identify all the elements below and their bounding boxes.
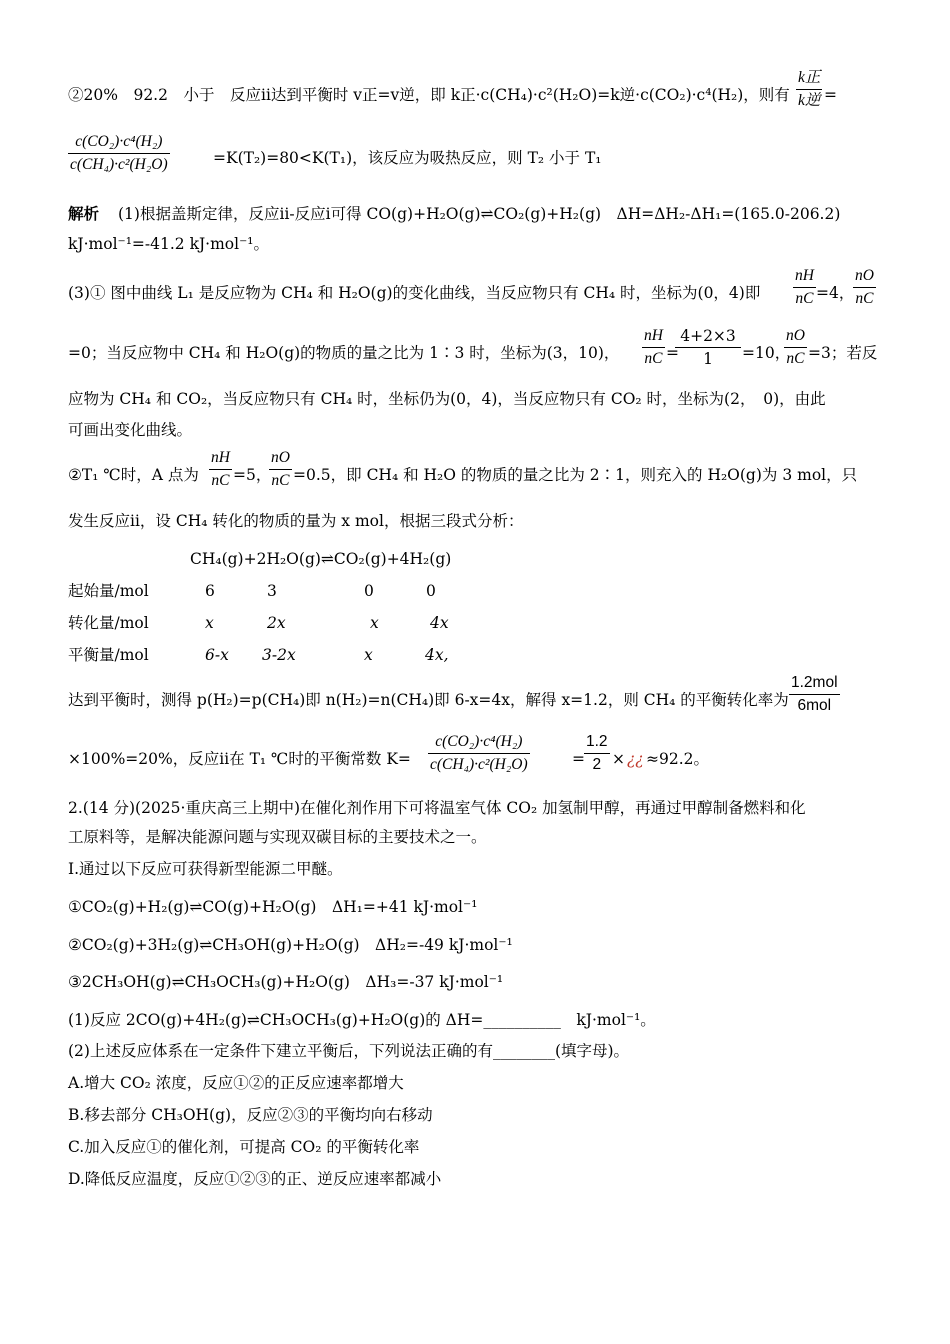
fraction-denominator: nC [795,290,814,307]
fraction-denominator: 6mol [797,697,832,714]
reaction-equation: ①CO₂(g)+H₂(g)⇌CO(g)+H₂O(g) ΔH₁=+41 kJ·mol⁻¹ [68,898,478,916]
analysis-text: 可画出变化曲线。 [68,421,193,439]
equilibrium-constant-fraction [68,132,170,175]
ratio-fraction [784,326,807,369]
table-cell: 3-2x [262,646,296,664]
fraction-denominator: 1 [703,350,713,368]
answer-text: = [824,86,837,104]
option-item: A.增大 CO₂ 浓度，反应①②的正反应速率都增大 [68,1074,404,1092]
analysis-text: 达到平衡时，测得 p(H₂)=p(CH₄)即 n(H₂)=n(CH₄)即 6-x=4x，解得 x=1.2，则 CH₄ 的平衡转化率为 [68,691,789,709]
question-item: (1)反应 2CO(g)+4H₂(g)⇌CH₃OCH₃(g)+H₂O(g)的 ΔH=__________ kJ·mol⁻¹。 [68,1011,656,1029]
equals-sign: = [666,344,679,362]
reaction-equation: ③2CH₃OH(g)⇌CH₃OCH₃(g)+H₂O(g) ΔH₃=-37 kJ·mol⁻¹ [68,973,504,991]
analysis-text: =4， [816,284,855,302]
analysis-text: ×100%=20%，反应ⅱ在 T₁ ℃时的平衡常数 K= [68,750,411,768]
analysis-text: ②T₁ ℃时，A 点为 [68,466,199,484]
table-cell: 4x, [425,646,449,664]
analysis-text: =0.5，即 CH₄ 和 H₂O 的物质的量之比为 2∶1，则充入的 H₂O(g)为 3 mol，只 [293,466,858,484]
fraction-numerator: nH [795,267,814,284]
equals-sign: = [572,750,585,768]
fraction-denominator: c(CH₄)·c²(H₂O) [430,756,528,773]
question-item: (2)上述反应体系在一定条件下建立平衡后，下列说法正确的有________(填字母)。 [68,1042,630,1060]
ratio-fraction [675,326,741,369]
fraction-numerator: 4+2×3 [680,327,736,345]
analysis-text: 应物为 CH₄ 和 CO₂，当反应物只有 CH₄ 时，坐标仍为(0，4)，当反应物只有 CO₂ 时，坐标为(2， 0)，由此 [68,390,826,408]
times-sign: × [612,750,625,768]
analysis-text: (3)① 图中曲线 L₁ 是反应物为 CH₄ 和 H₂O(g)的变化曲线，当反应物只有 CH₄ 时，坐标为(0，4)即 [68,284,761,302]
table-cell: 3 [267,582,277,600]
table-cell: 4x [430,614,449,632]
table-cell: x [205,614,214,632]
fraction-numerator: c(CO₂)·c⁴(H₂) [75,133,163,150]
fraction-denominator: nC [644,350,663,367]
table-cell: x [364,646,373,664]
fraction-numerator: nO [786,327,805,344]
question-stem: 工原料等，是解决能源问题与实现双碳目标的主要技术之一。 [68,828,487,846]
fraction-numerator: nO [271,449,290,466]
fraction-denominator: 2 [592,756,602,773]
conversion-fraction [789,673,840,716]
answer-text: =K(T₂)=80<K(T₁)，该反应为吸热反应，则 T₂ 小于 T₁ [213,149,602,167]
analysis-text: 发生反应ⅱ，设 CH₄ 转化的物质的量为 x mol，根据三段式分析： [68,512,524,530]
table-cell: 0 [426,582,436,600]
garbled-mark: ¿¿ [627,750,644,768]
table-cell: 6-x [205,646,229,664]
fraction-numerator: 1.2 [586,733,608,750]
analysis-text: ≈92.2。 [646,750,709,768]
ratio-fraction [269,448,292,491]
fraction-denominator: k逆 [798,92,821,109]
analysis-text: =0；当反应物中 CH₄ 和 H₂O(g)的物质的量之比为 1∶3 时，坐标为(3，10)， [68,344,620,362]
table-row-label: 平衡量/mol [68,646,149,664]
table-cell: 6 [205,582,215,600]
table-row-label: 起始量/mol [68,582,149,600]
ratio-fraction [853,266,876,309]
fraction-denominator: nC [271,472,290,489]
fraction-denominator: nC [786,350,805,367]
ratio-fraction [642,326,665,369]
fraction-numerator: nH [211,449,230,466]
k-ratio-fraction [796,68,822,111]
fraction-numerator: k正 [798,69,821,86]
value-fraction [584,732,610,775]
fraction-numerator: c(CO₂)·c⁴(H₂) [435,733,523,750]
equilibrium-constant-fraction [428,732,530,775]
fraction-numerator: 1.2mol [791,674,838,691]
analysis-text: kJ·mol⁻¹=-41.2 kJ·mol⁻¹。 [68,235,269,253]
table-cell: 0 [364,582,374,600]
analysis-text: =10， [742,344,791,362]
question-stem: 2.(14 分)(2025·重庆高三上期中)在催化剂作用下可将温室气体 CO₂ 加氢制甲醇，再通过甲醇制备燃料和化 [68,799,806,817]
option-item: D.降低反应温度，反应①②③的正、逆反应速率都减小 [68,1170,442,1188]
table-cell: x [370,614,379,632]
answer-line: ②20% 92.2 小于 反应ⅱ达到平衡时 v正=v逆，即 k正·c(CH₄)·c²(H₂O)=k逆·c(CO₂)·c⁴(H₂)，则有 [68,86,790,104]
fraction-numerator: nO [855,267,874,284]
ratio-fraction [793,266,816,309]
ratio-fraction [209,448,232,491]
fraction-denominator: c(CH₄)·c²(H₂O) [70,156,168,173]
section-heading: Ⅰ.通过以下反应可获得新型能源二甲醚。 [68,860,343,878]
table-row-label: 转化量/mol [68,614,149,632]
fraction-denominator: nC [211,472,230,489]
option-item: C.加入反应①的催化剂，可提高 CO₂ 的平衡转化率 [68,1138,420,1156]
analysis-text: =3；若反 [808,344,878,362]
table-cell: 2x [267,614,286,632]
option-item: B.移去部分 CH₃OH(g)，反应②③的平衡均向右移动 [68,1106,433,1124]
reaction-equation: ②CO₂(g)+3H₂(g)⇌CH₃OH(g)+H₂O(g) ΔH₂=-49 kJ·mol⁻¹ [68,936,513,954]
fraction-numerator: nH [644,327,663,344]
reaction-equation: CH₄(g)+2H₂O(g)⇌CO₂(g)+4H₂(g) [190,550,452,568]
analysis-label: 解析 [68,204,100,223]
fraction-denominator: nC [855,290,874,307]
analysis-text: =5， [233,466,272,484]
analysis-text: (1)根据盖斯定律，反应ⅱ-反应ⅰ可得 CO(g)+H₂O(g)⇌CO₂(g)+H₂(g) ΔH=ΔH₂-ΔH₁=(165.0-206.2) [118,205,841,223]
